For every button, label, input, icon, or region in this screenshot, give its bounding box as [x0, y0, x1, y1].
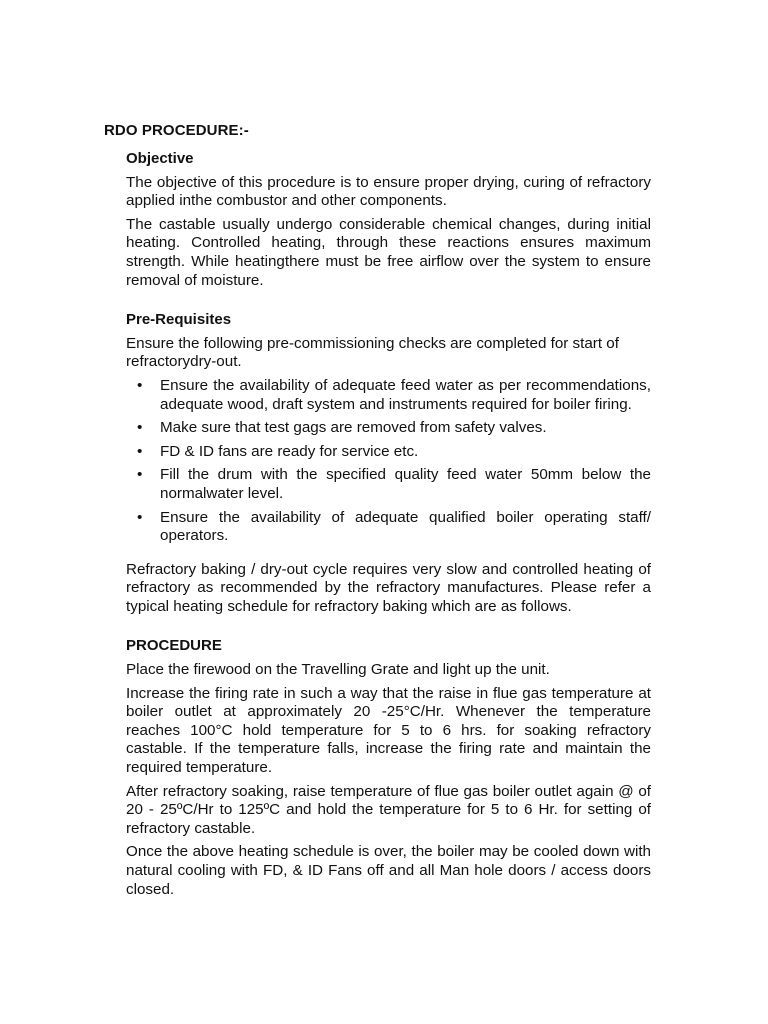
objective-paragraph: The castable usually undergo considerable chemical changes, during initial heating. Controlled heating, through these reactions ensures maximum strength. While heatingthere must be free airflow over the system to ensure removal of moisture. — [126, 215, 651, 289]
objective-section — [126, 150, 651, 290]
bullet-icon: • — [137, 508, 143, 526]
list-item — [126, 443, 651, 462]
list-item-text: Ensure the availability of adequate qualified boiler operating staff/ operators. — [160, 508, 651, 545]
list-item-text: Fill the drum with the specified quality feed water 50mm below the normalwater level. — [160, 466, 651, 502]
objective-heading: Objective — [126, 150, 194, 167]
list-item-text: FD & ID fans are ready for service etc. — [160, 442, 419, 460]
list-item — [126, 466, 651, 503]
prerequisites-closing: Refractory baking / dry-out cycle requires very slow and controlled heating of refractory as recommended by the refractory manufactures. Please refer a typical heating schedule for refractory baking which are as follows. — [126, 560, 651, 615]
procedure-section — [126, 637, 651, 899]
list-item-text: Make sure that test gags are removed from safety valves. — [160, 419, 547, 437]
bullet-icon: • — [137, 376, 143, 394]
section-spacer — [126, 295, 651, 311]
list-item — [126, 509, 651, 546]
procedure-paragraph: After refractory soaking, raise temperature of flue gas boiler outlet again @ of 20 - 25ºC/Hr to 125ºC and hold the temperature for 5 to 6 Hr. for setting of refractory castable. — [126, 782, 651, 837]
section-spacer — [126, 621, 651, 637]
procedure-paragraph: Place the firewood on the Travelling Grate and light up the unit. — [126, 661, 550, 679]
procedure-paragraph: Once the above heating schedule is over, the boiler may be cooled down with natural cooling with FD, & ID Fans off and all Man hole doors / access doors closed. — [126, 843, 651, 898]
document-title: RDO PROCEDURE:- — [104, 122, 249, 139]
list-item — [126, 377, 651, 414]
bullet-icon: • — [137, 442, 143, 460]
procedure-paragraph: Increase the firing rate in such a way that the raise in flue gas temperature at boiler outlet at approximately 20 -25°C/Hr. Whenever the temperature reaches 100°C hold temperature for 5 to 6 hrs. for soaking refractory castable. If the temperature falls, increase the firing rate and maintain the required temperature. — [126, 684, 651, 777]
document-body — [126, 150, 651, 904]
bullet-icon: • — [137, 466, 143, 484]
list-item — [126, 419, 651, 438]
prerequisites-intro: Ensure the following pre-commissioning checks are completed for start of refractorydry-out. — [126, 334, 619, 371]
prerequisites-section — [126, 311, 651, 616]
prerequisites-heading: Pre-Requisites — [126, 311, 232, 329]
procedure-heading: PROCEDURE — [126, 637, 222, 655]
list-item-text: Ensure the availability of adequate feed water as per recommendations, adequate wood, draft system and instruments required for boiler firing. — [160, 376, 651, 413]
bullet-icon: • — [137, 419, 143, 437]
objective-paragraph: The objective of this procedure is to ensure proper drying, curing of refractory applied inthe combustor and other components. — [126, 173, 651, 210]
paragraph-spacer — [126, 551, 651, 561]
prerequisites-list — [126, 377, 651, 546]
